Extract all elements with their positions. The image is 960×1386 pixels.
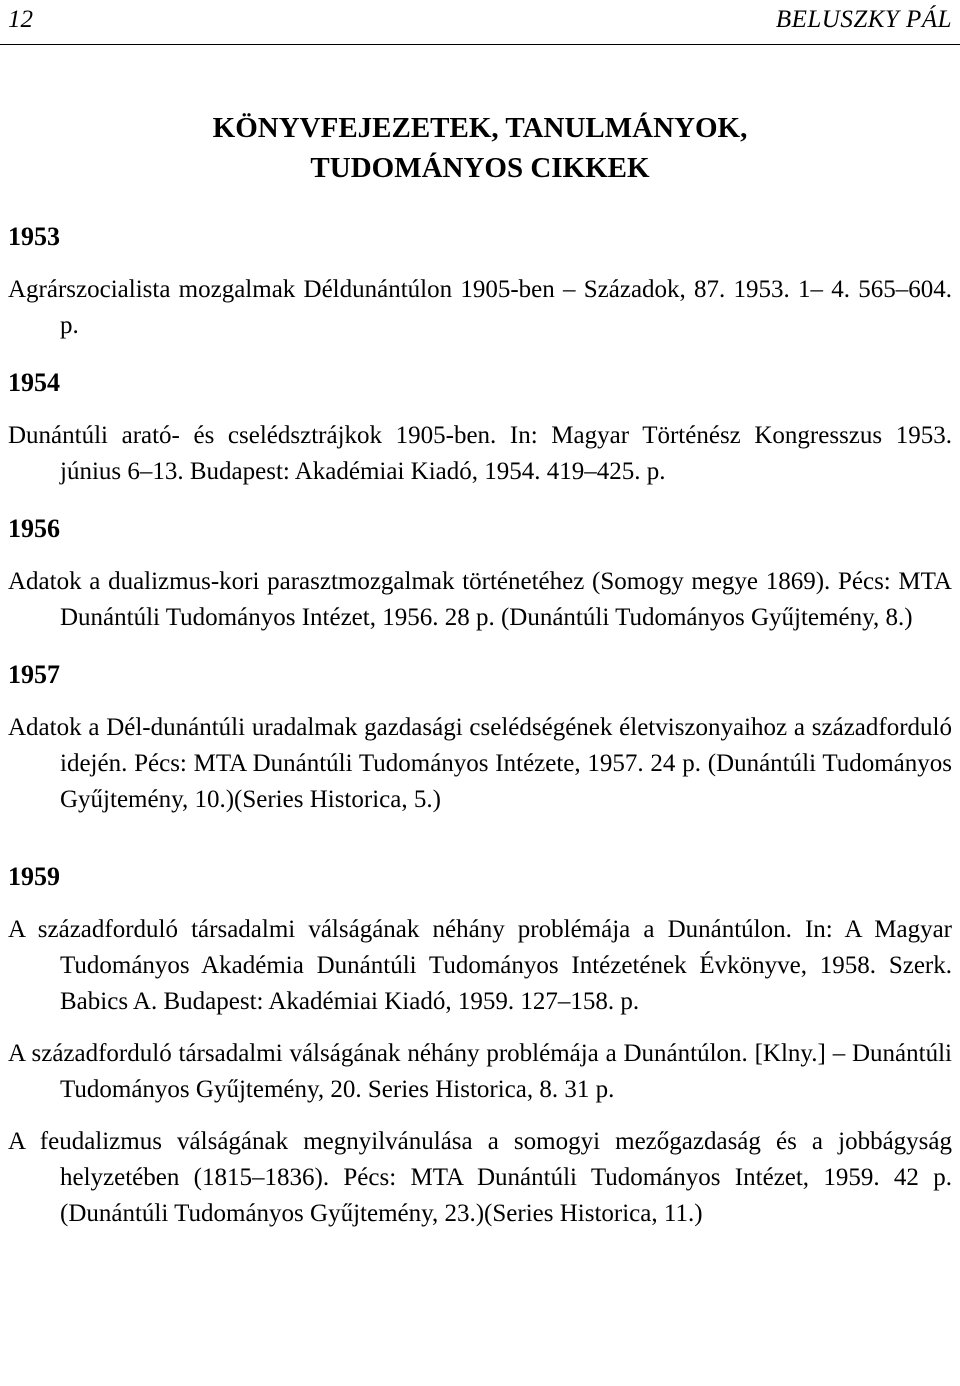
section-heading-line-1: KÖNYVFEJEZETEK, TANULMÁNYOK, — [212, 112, 748, 144]
bibliography-entry: Dunántúli arató- és cselédsztrájkok 1905-ben. In: Magyar Történész Kongresszus 1953. június 6–13. Budapest: Akadémiai Kiadó, 1954. 419–425. p. — [8, 422, 952, 485]
year-heading: 1956 — [8, 514, 60, 543]
bibliography-entry: Agrárszocialista mozgalmak Déldunántúlon 1905-ben – Századok, 87. 1953. 1– 4. 565–604. p. — [8, 276, 952, 339]
year-group-1957 — [8, 656, 952, 818]
page-number: 12 — [8, 6, 33, 33]
section-heading-line-2: TUDOMÁNYOS CIKKEK — [310, 152, 650, 184]
bibliography-entry: Adatok a Dél-dunántúli uradalmak gazdasági cselédségének életviszonyaihoz a századforduló idején. Pécs: MTA Dunántúli Tudományos Intézete, 1957. 24 p. (Dunántúli Tudományos Gyűjtemény, 10.)(Series Historica, 5.) — [8, 714, 952, 813]
running-header — [0, 0, 960, 45]
section-heading — [0, 108, 960, 188]
year-group-1959 — [8, 858, 952, 1232]
year-group-1954 — [8, 364, 952, 490]
running-author: BELUSZKY PÁL — [775, 6, 952, 33]
bibliography-entry: A feudalizmus válságának megnyilvánulása a somogyi mezőgazdaság és a jobbágyság helyzetében (1815–1836). Pécs: MTA Dunántúli Tudományos Intézet, 1959. 42 p. (Dunántúli Tudományos Gyűjtemény, 23.)(Series Historica, 11.) — [8, 1128, 952, 1227]
bibliography-entry: Adatok a dualizmus-kori parasztmozgalmak történetéhez (Somogy megye 1869). Pécs: MTA Dunántúli Tudományos Intézet, 1956. 28 p. (Dunántúli Tudományos Gyűjtemény, 8.) — [8, 568, 952, 631]
year-heading: 1957 — [8, 660, 60, 689]
bibliography-list — [8, 218, 952, 1232]
year-group-1956 — [8, 510, 952, 636]
year-group-1953 — [8, 218, 952, 344]
year-heading: 1959 — [8, 862, 60, 891]
bibliography-entry: A századforduló társadalmi válságának néhány problémája a Dunántúlon. In: A Magyar Tudományos Akadémia Dunántúli Tudományos Intézetének Évkönyve, 1958. Szerk. Babics A. Budapest: Akadémiai Kiadó, 1959. 127–158. p. — [8, 916, 952, 1015]
year-heading: 1953 — [8, 222, 60, 251]
bibliography-entry: A századforduló társadalmi válságának néhány problémája a Dunántúlon. [Klny.] – Dunántúli Tudományos Gyűjtemény, 20. Series Historica, 8. 31 p. — [8, 1040, 952, 1103]
year-heading: 1954 — [8, 368, 60, 397]
